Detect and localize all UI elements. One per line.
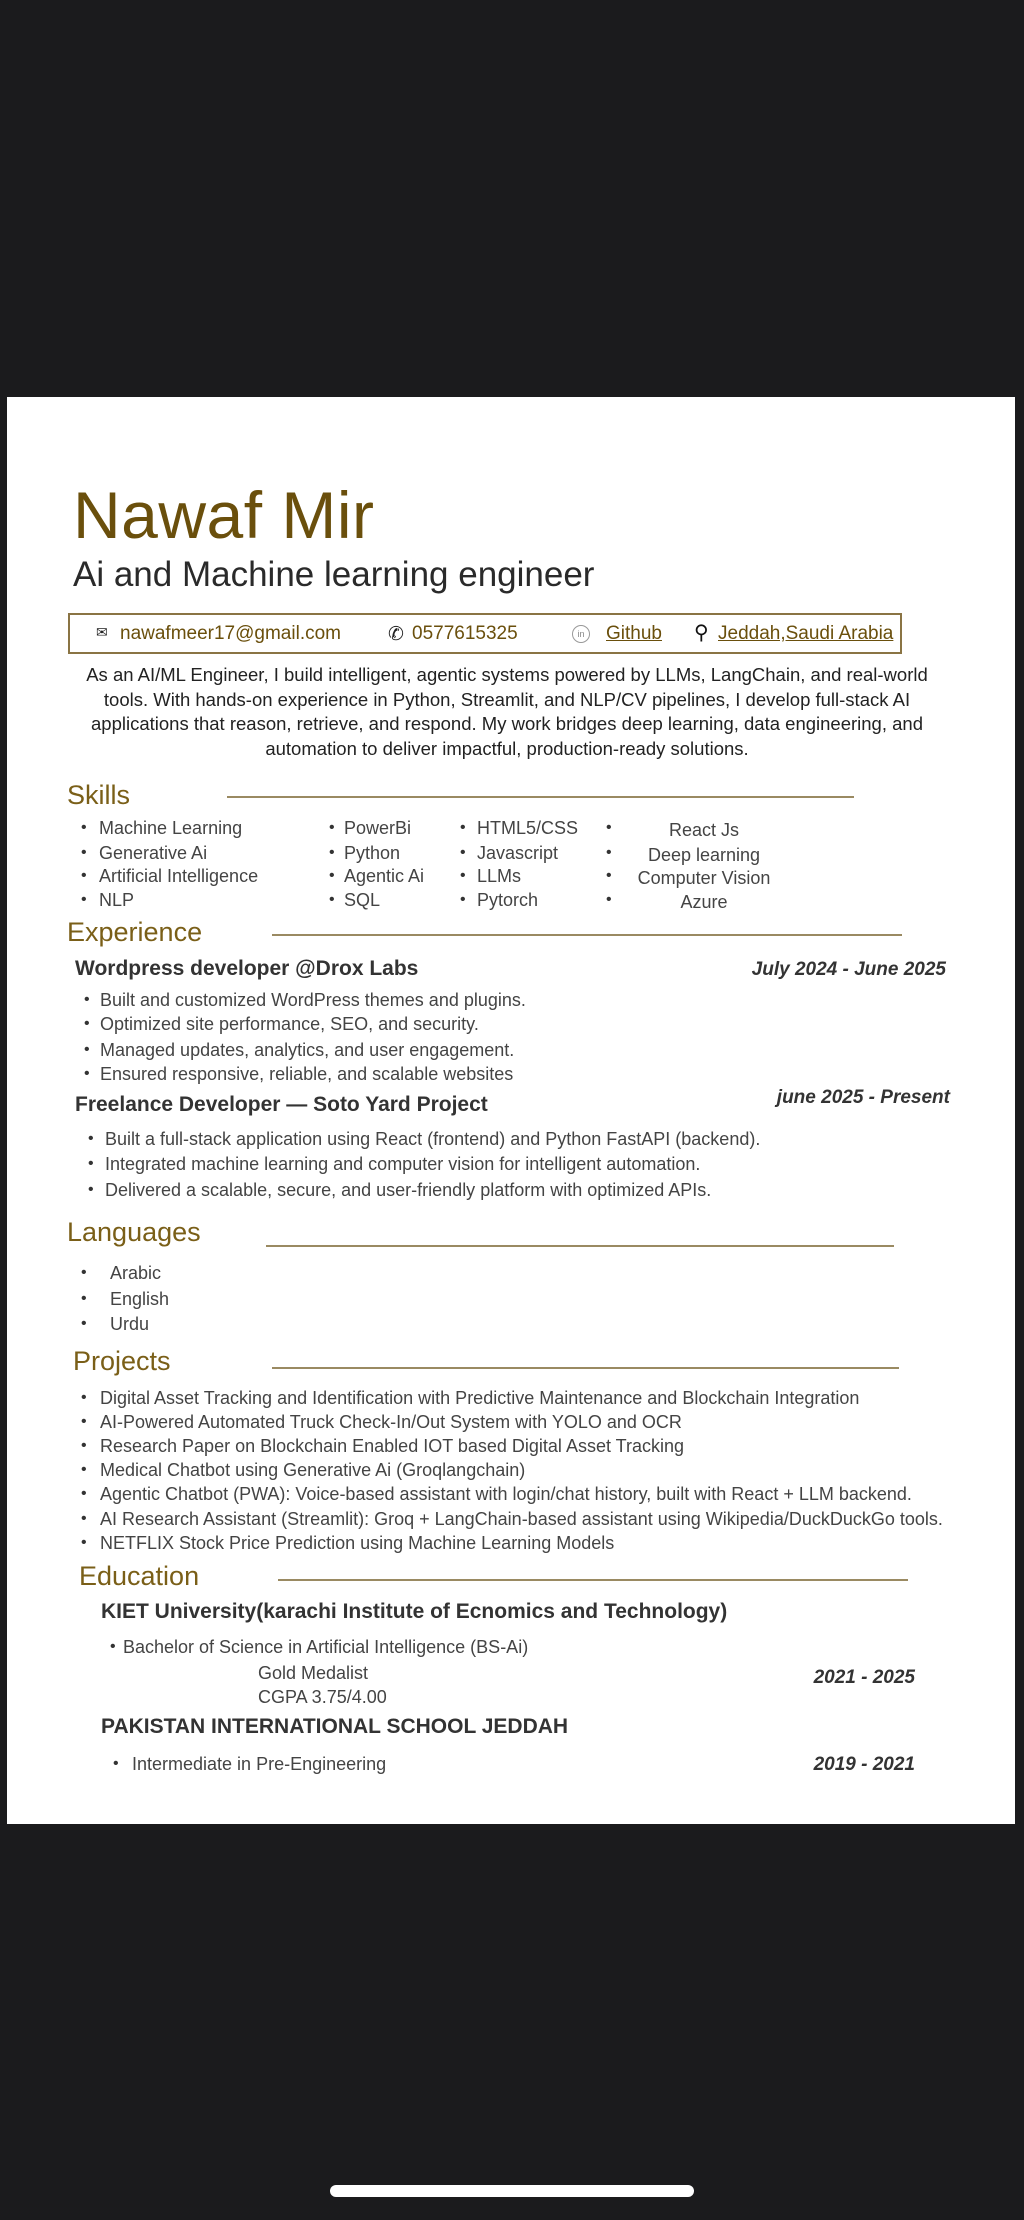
list-item: Built and customized WordPress themes and plugins.	[100, 990, 526, 1010]
bullet: •	[84, 1065, 90, 1082]
bullet: •	[110, 1638, 116, 1655]
skills-heading: Skills	[67, 780, 131, 810]
list-item: Digital Asset Tracking and Identification with Predictive Maintenance and Blockchain Integration	[100, 1388, 860, 1408]
bullet: •	[606, 819, 612, 836]
email-icon: ✉	[96, 624, 108, 640]
list-item: Medical Chatbot using Generative Ai (Groqlangchain)	[100, 1460, 526, 1480]
experience-divider	[272, 934, 902, 936]
bullet: •	[81, 1461, 87, 1478]
degree: Intermediate in Pre-Engineering	[132, 1754, 387, 1774]
list-item: Built a full-stack application using React (frontend) and Python FastAPI (backend).	[105, 1129, 761, 1149]
list-item: Artificial Intelligence	[99, 866, 259, 886]
contact-bar	[68, 613, 902, 654]
location-pin-icon: ⚲	[694, 622, 709, 644]
bullet: •	[84, 1015, 90, 1032]
list-item: Agentic Ai	[344, 866, 425, 886]
bullet: •	[88, 1155, 94, 1172]
summary: As an AI/ML Engineer, I build intelligent, agentic systems powered by LLMs, LangChain, and real-world tools. With hands-on experience in Python, Streamlit, and NLP/CV pipelines, I develop full-stack AI applications that reason, retrieve, and respond. My work bridges deep learning, data engineering, and automation to deliver impactful, production-ready solutions.	[86, 664, 928, 759]
list-item: NETFLIX Stock Price Prediction using Machine Learning Models	[100, 1533, 615, 1553]
list-item: Urdu	[110, 1314, 150, 1334]
bullet: •	[329, 819, 335, 836]
bullet: •	[88, 1130, 94, 1147]
bullet: •	[84, 991, 90, 1008]
list-item: Delivered a scalable, secure, and user-friendly platform with optimized APIs.	[105, 1180, 712, 1200]
list-item: Javascript	[477, 843, 559, 863]
list-item: AI Research Assistant (Streamlit): Groq + LangChain-based assistant using Wikipedia/DuckDuckGo tools.	[100, 1509, 943, 1529]
list-item: Agentic Chatbot (PWA): Voice-based assistant with login/chat history, built with React + LLM backend.	[100, 1484, 912, 1504]
bullet: •	[329, 844, 335, 861]
education-divider	[278, 1579, 908, 1581]
resume-page	[7, 397, 1015, 1824]
degree-note: CGPA 3.75/4.00	[258, 1687, 387, 1707]
job-title: Freelance Developer — Soto Yard Project	[75, 1093, 488, 1116]
list-item: Azure	[680, 892, 728, 912]
email-link[interactable]: nawafmeer17@gmail.com	[120, 623, 341, 644]
bullet: •	[81, 819, 87, 836]
list-item: Deep learning	[647, 845, 761, 865]
list-item: Python	[344, 843, 401, 863]
list-item: Generative Ai	[99, 843, 208, 863]
list-item: Integrated machine learning and computer vision for intelligent automation.	[105, 1154, 701, 1174]
list-item: PowerBi	[344, 818, 412, 838]
degree-note: Gold Medalist	[258, 1663, 369, 1683]
list-item: Managed updates, analytics, and user engagement.	[100, 1040, 515, 1060]
bullet: •	[460, 844, 466, 861]
candidate-name: Nawaf Mir	[73, 478, 375, 552]
bullet: •	[606, 891, 612, 908]
experience-heading: Experience	[67, 917, 203, 947]
bullet: •	[81, 1290, 87, 1307]
bullet: •	[460, 819, 466, 836]
list-item: English	[110, 1289, 170, 1309]
list-item: AI-Powered Automated Truck Check-In/Out System with YOLO and OCR	[100, 1412, 682, 1432]
job-title: Wordpress developer @Drox Labs	[75, 957, 419, 980]
bullet: •	[113, 1755, 119, 1772]
date-range: 2021 - 2025	[813, 1667, 915, 1688]
bullet: •	[88, 1181, 94, 1198]
school-name: PAKISTAN INTERNATIONAL SCHOOL JEDDAH	[101, 1715, 569, 1738]
bullet: •	[81, 1534, 87, 1551]
bullet: •	[81, 867, 87, 884]
date-range: July 2024 - June 2025	[751, 959, 946, 980]
list-item: HTML5/CSS	[477, 818, 579, 838]
bullet: •	[81, 844, 87, 861]
list-item: NLP	[99, 890, 135, 910]
list-item: Research Paper on Blockchain Enabled IOT based Digital Asset Tracking	[100, 1436, 684, 1456]
bullet: •	[460, 867, 466, 884]
school-name: KIET University(karachi Institute of Ecnomics and Technology)	[101, 1600, 728, 1623]
bullet: •	[81, 1264, 87, 1281]
bullet: •	[81, 1389, 87, 1406]
bullet: •	[81, 891, 87, 908]
home-indicator[interactable]	[330, 2185, 694, 2197]
projects-divider	[272, 1367, 899, 1369]
date-range: 2019 - 2021	[813, 1754, 915, 1775]
languages-heading: Languages	[67, 1217, 201, 1247]
bullet: •	[606, 844, 612, 861]
bullet: •	[81, 1437, 87, 1454]
degree: Bachelor of Science in Artificial Intelligence (BS-Ai)	[123, 1637, 529, 1657]
languages-divider	[266, 1245, 894, 1247]
bullet: •	[81, 1485, 87, 1502]
list-item: React Js	[668, 820, 740, 840]
linkedin-icon: in	[572, 625, 590, 643]
phone-icon: ✆	[388, 624, 404, 645]
bullet: •	[460, 891, 466, 908]
education-heading: Education	[79, 1561, 200, 1591]
list-item: Optimized site performance, SEO, and security.	[100, 1014, 479, 1034]
list-item: Arabic	[110, 1263, 162, 1283]
list-item: Ensured responsive, reliable, and scalable websites	[100, 1064, 514, 1084]
list-item: Computer Vision	[637, 868, 771, 888]
skills-divider	[227, 796, 854, 798]
list-item: Machine Learning	[99, 818, 243, 838]
bullet: •	[329, 867, 335, 884]
list-item: LLMs	[477, 866, 522, 886]
date-range: june 2025 - Present	[776, 1087, 950, 1108]
list-item: SQL	[344, 890, 381, 910]
list-item: Pytorch	[477, 890, 539, 910]
bullet: •	[81, 1510, 87, 1527]
phone-number[interactable]: 0577615325	[412, 623, 518, 644]
location-link[interactable]: Jeddah,Saudi Arabia	[718, 623, 894, 644]
github-link[interactable]: Github	[606, 623, 662, 644]
bullet: •	[81, 1413, 87, 1430]
projects-heading: Projects	[73, 1346, 171, 1376]
bullet: •	[329, 891, 335, 908]
bullet: •	[84, 1041, 90, 1058]
bullet: •	[81, 1315, 87, 1332]
bullet: •	[606, 867, 612, 884]
job-title: Ai and Machine learning engineer	[73, 555, 595, 594]
